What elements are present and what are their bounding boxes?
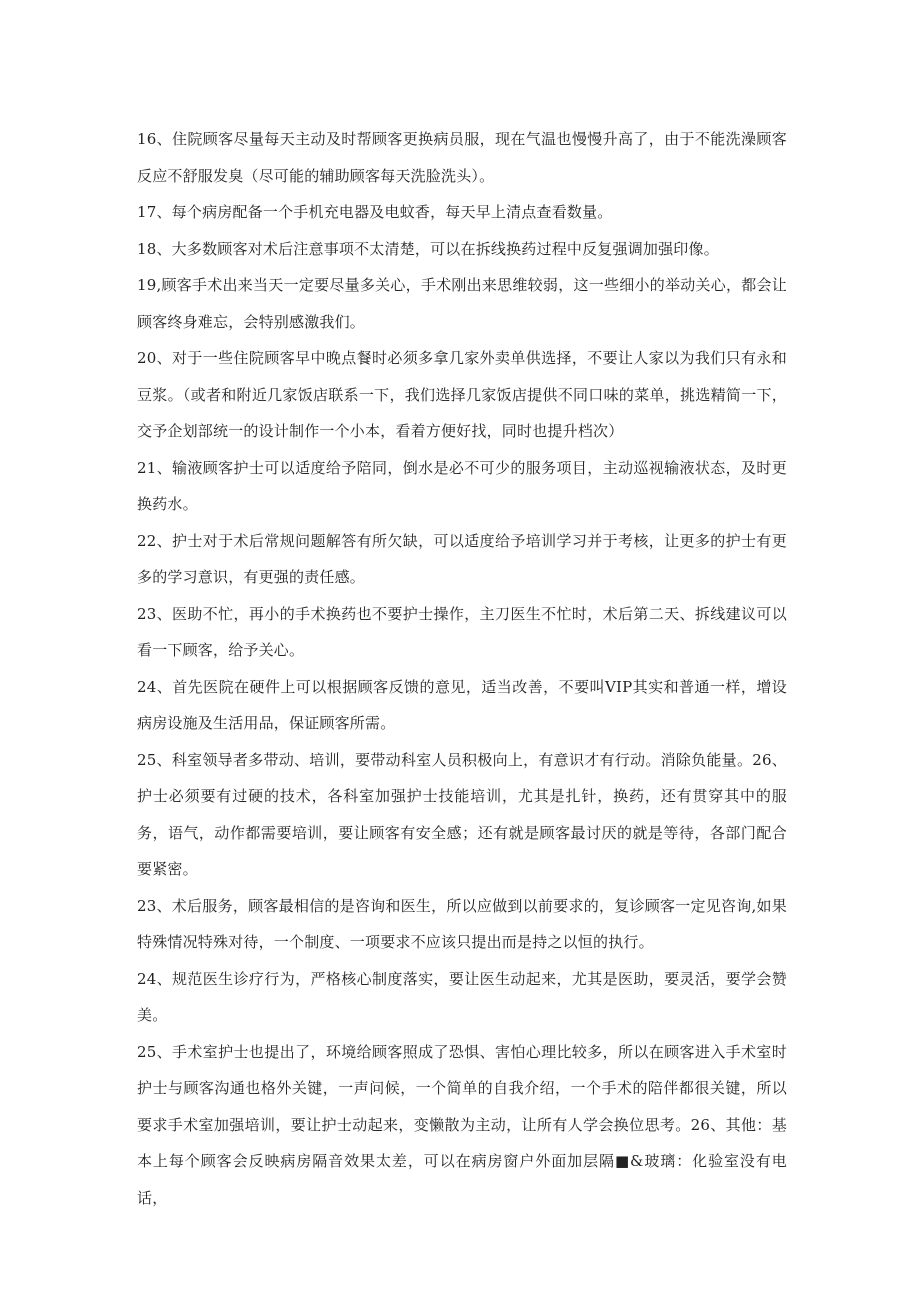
paragraph-18: 18、大多数顾客对术后注意事项不太清楚，可以在拆线换药过程中反复强调加强印像。 bbox=[137, 239, 719, 258]
paragraph-25-26: 25、科室领导者多带动、培训，要带动科室人员积极向上，有意识才有行动。消除负能量。26、护士必须要有过硬的技术，各科室加强护士技能培训，尤其是扎针，换药，还有贯穿其中的服务，语气，动作都需要培训，要让顾客有安全感；还有就是顾客最讨厌的就是等待，各部门配合要紧密。 bbox=[137, 750, 787, 878]
paragraph-19: 19,顾客手术出来当天一定要尽量多关心，手术刚出来思维较弱，这一些细小的举动关心，都会让顾客终身难忘，会特别感激我们。 bbox=[137, 276, 787, 331]
paragraph-22: 22、护士对于术后常规问题解答有所欠缺，可以适度给予培训学习并于考核，让更多的护士有更多的学习意识，有更强的责任感。 bbox=[137, 531, 787, 586]
paragraph-16: 16、住院顾客尽量每天主动及时帮顾客更换病员服，现在气温也慢慢升高了，由于不能洗澡顾客反应不舒服发臭（尽可能的辅助顾客每天洗脸洗头）。 bbox=[137, 130, 787, 185]
paragraph-25-b: 25、手术室护士也提出了，环境给顾客照成了恐惧、害怕心理比较多，所以在顾客进入手术室时护士与顾客沟通也格外关键，一声问候，一个简单的自我介绍，一个手术的陪伴都很关键，所以要求手术室加强培训，要让护士动起来，变懒散为主动，让所有人学会换位思考。26、其他：基本上每个顾客会反映病房隔音效果太差，可以在病房窗户外面加层隔■&玻璃：化验室没有电话， bbox=[137, 1042, 787, 1207]
paragraph-17: 17、每个病房配备一个手机充电器及电蚊香，每天早上清点查看数量。 bbox=[137, 203, 613, 221]
paragraph-23-b: 23、术后服务，顾客最相信的是咨询和医生，所以应做到以前要求的，复诊顾客一定见咨询,如果特殊情况特殊对待，一个制度、一项要求不应该只提出而是持之以恒的执行。 bbox=[137, 896, 787, 951]
paragraph-24-b: 24、规范医生诊疗行为，严格核心制度落实，要让医生动起来，尤其是医助，要灵活，要学会赞美。 bbox=[137, 969, 787, 1024]
paragraph-21: 21、输液顾客护士可以适度给予陪同，倒水是必不可少的服务项目，主动巡视输液状态，及时更换药水。 bbox=[137, 458, 787, 513]
document-body bbox=[137, 121, 787, 1216]
paragraph-24: 24、首先医院在硬件上可以根据顾客反馈的意见，适当改善，不要叫VIP其实和普通一样，增设病房设施及生活用品，保证顾客所需。 bbox=[137, 677, 787, 732]
paragraph-23: 23、医助不忙，再小的手术换药也不要护士操作，主刀医生不忙时，术后第二天、拆线建议可以看一下顾客，给予关心。 bbox=[137, 604, 787, 659]
paragraph-20: 20、对于一些住院顾客早中晚点餐时必须多拿几家外卖单供选择，不要让人家以为我们只有永和豆浆。（或者和附近几家饭店联系一下，我们选择几家饭店提供不同口味的菜单，挑选精简一下，交予企划部统一的设计制作一个小本，看着方便好找，同时也提升档次） bbox=[137, 349, 787, 440]
